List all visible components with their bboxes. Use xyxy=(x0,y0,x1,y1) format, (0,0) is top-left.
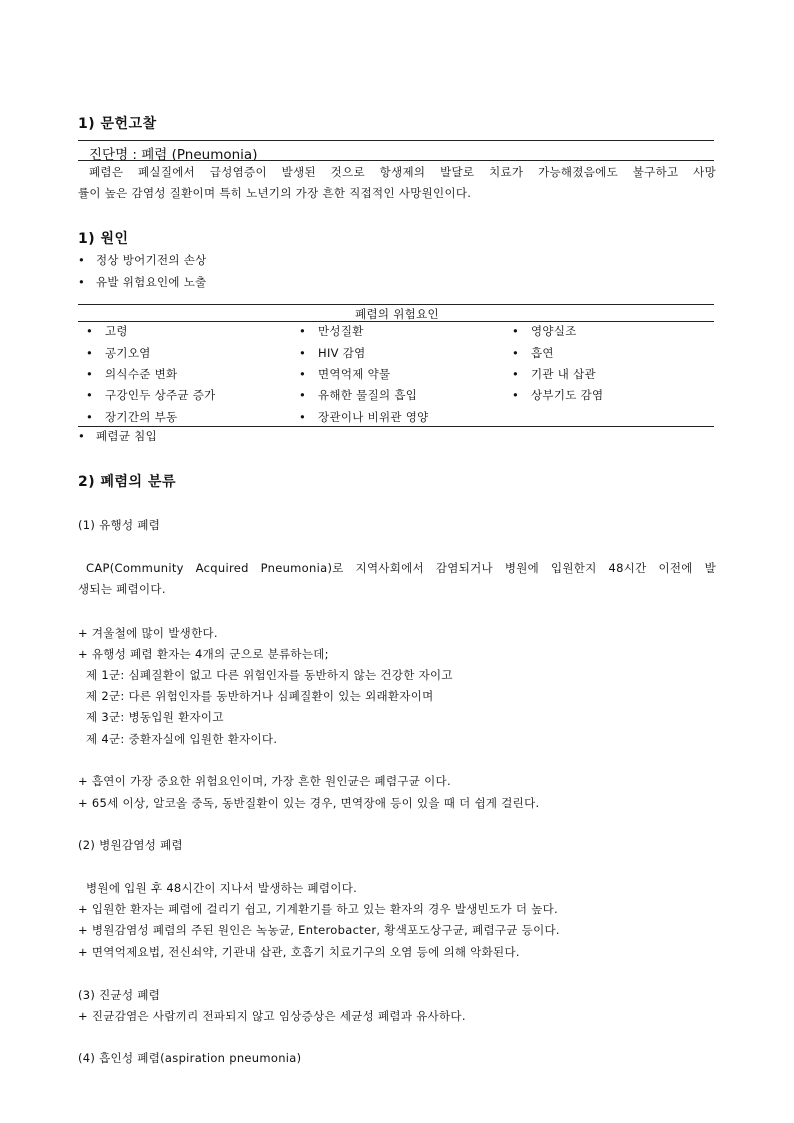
table-cell: • 의식수준 변화 xyxy=(86,367,178,381)
subsection-title: (4) 흡인성 폐렴(aspiration pneumonia) xyxy=(78,1051,302,1065)
list-item-text: 폐렴균 침입 xyxy=(96,429,157,443)
paragraph-line: + 병원감염성 폐렴의 주된 원인은 녹농균, Enterobacter, 황색포도상구균, 폐렴구균 등이다. xyxy=(78,923,560,937)
paragraph-line: + 65세 이상, 알코올 중독, 동반질환이 있는 경우, 면역장애 등이 있을 때 더 쉽게 걸린다. xyxy=(78,796,540,810)
section-heading: 1) 원인 xyxy=(78,231,129,247)
intro-line: 률이 높은 감염성 질환이며 특히 노년기의 가장 흔한 직접적인 사망원인이다. xyxy=(78,186,472,200)
table-cell: • 상부기도 감염 xyxy=(512,388,604,402)
cell-text: 흡연 xyxy=(531,346,554,360)
table-cell: • 장기간의 부동 xyxy=(86,410,178,424)
cell-text: 영양실조 xyxy=(531,324,577,338)
cell-text: 상부기도 감염 xyxy=(531,388,604,402)
table-cell: • HIV 감염 xyxy=(299,346,366,360)
intro-line: 폐렴은 폐실질에서 급성염증이 발생된 것으로 항생제의 발달로 치료가 가능해졌음에도 불구하고 사망 xyxy=(89,165,716,179)
divider xyxy=(78,160,714,161)
cell-text: 의식수준 변화 xyxy=(105,367,178,381)
section-heading: 2) 폐렴의 분류 xyxy=(78,474,177,490)
paragraph-line: + 입원한 환자는 폐렴에 걸리기 쉽고, 기계환기를 하고 있는 환자의 경우 발생빈도가 더 높다. xyxy=(78,902,558,916)
list-item: • 정상 방어기전의 손상 xyxy=(78,253,207,267)
table-cell: • 장관이나 비위관 영양 xyxy=(299,410,429,424)
cell-text: 면역억제 약물 xyxy=(318,367,391,381)
list-item: • 유발 위험요인에 노출 xyxy=(78,275,207,289)
subsection-title: (2) 병원감염성 폐렴 xyxy=(78,838,183,852)
paragraph-line: 병원에 입원 후 48시간이 지나서 발생하는 폐렴이다. xyxy=(86,881,358,895)
divider xyxy=(78,140,714,141)
table-cell: • 고령 xyxy=(86,324,128,338)
paragraph-line: 제 3군: 병동입원 환자이고 xyxy=(86,710,224,724)
paragraph-line: 제 4군: 중환자실에 입원한 환자이다. xyxy=(86,732,278,746)
cell-text: 만성질환 xyxy=(318,324,364,338)
section-heading: 1) 문헌고찰 xyxy=(78,116,157,132)
cell-text: 유해한 물질의 흡입 xyxy=(318,388,418,402)
paragraph-line: + 유행성 폐렴 환자는 4개의 군으로 분류하는데; xyxy=(78,647,329,661)
table-bottom-rule xyxy=(78,426,714,427)
list-item-text: 정상 방어기전의 손상 xyxy=(96,253,207,267)
table-header-rule xyxy=(78,321,714,322)
cell-text: 구강인두 상주균 증가 xyxy=(105,388,216,402)
table-cell: • 공기오염 xyxy=(86,346,151,360)
list-item-text: 유발 위험요인에 노출 xyxy=(96,275,207,289)
cell-text: 고령 xyxy=(105,324,128,338)
table-cell: • 유해한 물질의 흡입 xyxy=(299,388,418,402)
cell-text: 장기간의 부동 xyxy=(105,410,178,424)
table-cell: • 구강인두 상주균 증가 xyxy=(86,388,216,402)
cell-text: 기관 내 삽관 xyxy=(531,367,596,381)
table-cell: • 면역억제 약물 xyxy=(299,367,391,381)
cell-text: 장관이나 비위관 영양 xyxy=(318,410,429,424)
table-cell: • 흡연 xyxy=(512,346,554,360)
table-title: 폐렴의 위험요인 xyxy=(355,307,439,321)
paragraph-line: 생되는 폐렴이다. xyxy=(78,582,166,596)
cell-text: HIV 감염 xyxy=(318,346,366,360)
table-cell: • 영양실조 xyxy=(512,324,577,338)
paragraph-line: + 흡연이 가장 중요한 위험요인이며, 가장 흔한 원인균은 폐렴구균 이다. xyxy=(78,774,451,788)
cell-text: 공기오염 xyxy=(105,346,151,360)
subsection-title: (3) 진균성 폐렴 xyxy=(78,988,161,1002)
paragraph-line: 제 1군: 심폐질환이 없고 다른 위험인자를 동반하지 않는 건강한 자이고 xyxy=(86,668,453,682)
subsection-title: (1) 유행성 폐렴 xyxy=(78,518,161,532)
paragraph-line: + 진균감염은 사람끼리 전파되지 않고 임상증상은 세균성 폐렴과 유사하다. xyxy=(78,1009,466,1023)
table-cell: • 만성질환 xyxy=(299,324,364,338)
list-item: • 폐렴균 침입 xyxy=(78,429,157,443)
diagnosis-title: 진단명 : 폐렴 (Pneumonia) xyxy=(89,147,258,163)
paragraph-line: + 면역억제요법, 전신쇠약, 기관내 삽관, 호흡기 치료기구의 오염 등에 의해 악화된다. xyxy=(78,945,520,959)
table-cell: • 기관 내 삽관 xyxy=(512,367,596,381)
paragraph-line: 제 2군: 다른 위험인자를 동반하거나 심폐질환이 있는 외래환자이며 xyxy=(86,689,434,703)
paragraph-line: CAP(Community Acquired Pneumonia)로 지역사회에서 감염되거나 병원에 입원한지 48시간 이전에 발 xyxy=(86,561,716,575)
table-top-rule xyxy=(78,304,714,305)
paragraph-line: + 겨울철에 많이 발생한다. xyxy=(78,626,218,640)
